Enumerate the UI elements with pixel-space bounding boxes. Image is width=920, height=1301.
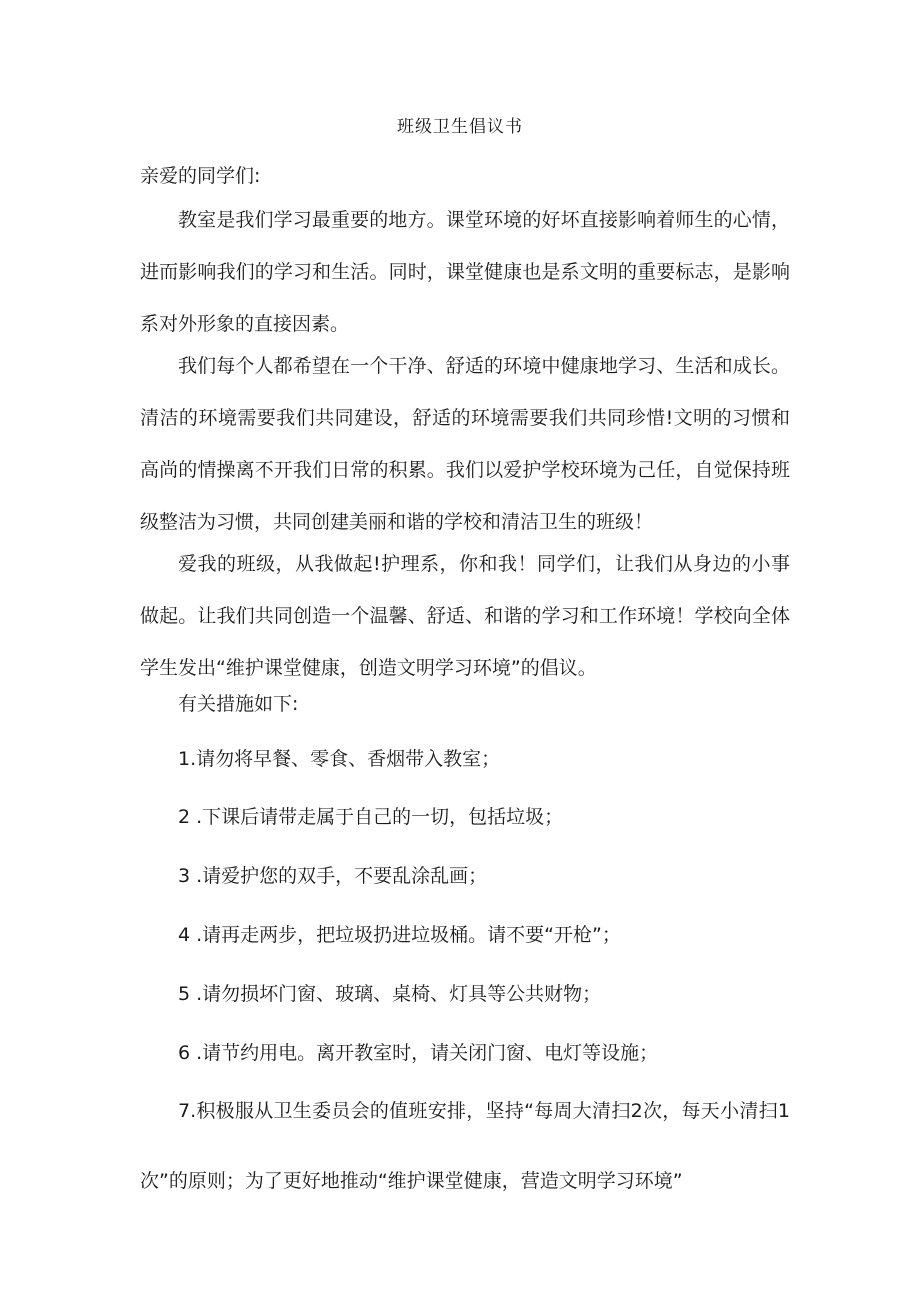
- measure-item-5: 5 .请勿损坏门窗、玻璃、桌椅、灯具等公共财物；: [178, 983, 602, 1005]
- paragraph-1: 教室是我们学习最重要的地方。课堂环境的好坏直接影响着师生的心情，进而影响我们的学习和生活。同时，课堂健康也是系文明的重要标志，是影响系对外形象的直接因素。: [140, 209, 790, 335]
- measure-item-4: 4 .请再走两步，把垃圾扔进垃圾桶。请不要“开枪”；: [178, 924, 621, 946]
- measure-item-6: 6 .请节约用电。离开教室时，请关闭门窗、电灯等设施；: [178, 1042, 659, 1064]
- measure-item-3: 3 .请爱护您的双手，不要乱涂乱画；: [178, 865, 488, 887]
- measure-item-2: 2 .下课后请带走属于自己的一切，包括垃圾；: [178, 806, 564, 828]
- document-title: 班级卫生倡议书: [397, 117, 523, 137]
- paragraph-3: 爱我的班级，从我做起!护理系，你和我！同学们，让我们从身边的小事做起。让我们共同创造一个温馨、舒适、和谐的学习和工作环境！学校向全体学生发出“维护课堂健康，创造文明学习环境”的倡议。: [140, 553, 790, 679]
- greeting: 亲爱的同学们:: [140, 165, 261, 187]
- measure-item-7: 7.积极服从卫生委员会的值班安排，坚持“每周大清扫2次，每天小清扫1次”的原则；为了更好地推动“维护课堂健康，营造文明学习环境”: [140, 1100, 790, 1192]
- paragraph-2: 我们每个人都希望在一个干净、舒适的环境中健康地学习、生活和成长。清洁的环境需要我们共同建设，舒适的环境需要我们共同珍惜!文明的习惯和高尚的情操离不开我们日常的积累。我们以爱护学校环境为己任，自觉保持班级整洁为习惯，共同创建美丽和谐的学校和清洁卫生的班级！: [140, 355, 790, 533]
- measure-item-1: 1.请勿将早餐、零食、香烟带入教室；: [178, 748, 501, 770]
- measures-intro: 有关措施如下:: [178, 693, 299, 715]
